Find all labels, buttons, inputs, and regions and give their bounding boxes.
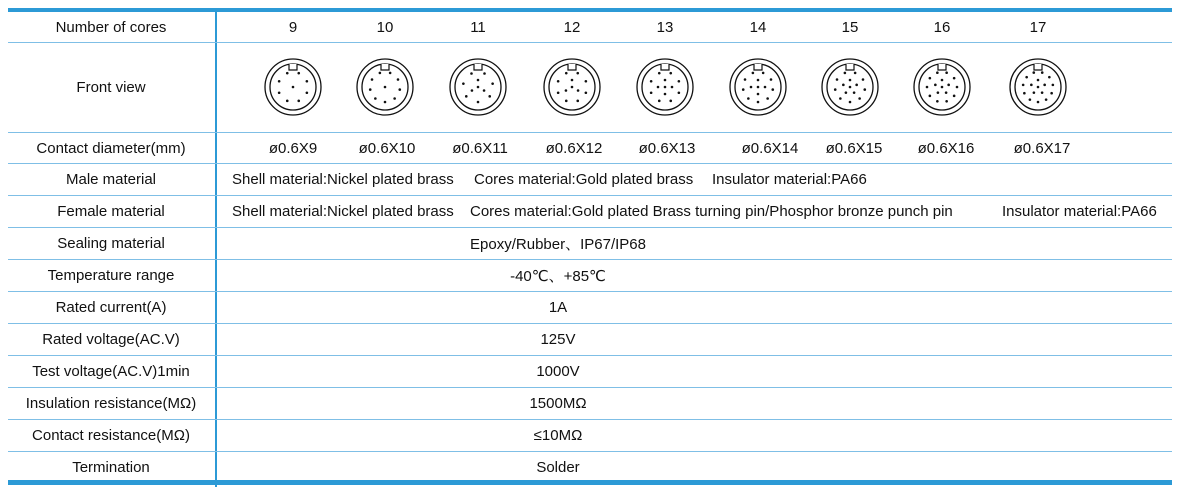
- pin-dot: [671, 86, 674, 89]
- pin-dot: [936, 71, 939, 74]
- pin-dot: [379, 72, 382, 75]
- pin-dot: [953, 95, 956, 98]
- pin-dot: [941, 79, 944, 82]
- pin-dot: [863, 88, 866, 91]
- core-count-11: 11: [470, 18, 486, 36]
- pin-dot: [462, 82, 465, 85]
- termination-value: Solder: [536, 459, 580, 476]
- label-contact-diameter: Contact diameter(mm): [36, 139, 186, 157]
- pin-dot: [491, 82, 494, 85]
- pin-dot: [664, 79, 667, 82]
- pin-dot: [664, 86, 667, 89]
- pin-dot: [945, 71, 948, 74]
- connector-front-icon: [727, 56, 789, 118]
- pin-dot: [771, 88, 774, 91]
- pin-dot: [557, 91, 560, 94]
- row-contact-diameter: [8, 133, 1172, 164]
- pin-dot: [936, 100, 939, 103]
- pin-dot: [576, 72, 579, 75]
- connector-front-icon: [262, 56, 324, 118]
- pin-dot: [393, 97, 396, 100]
- pin-dot: [858, 97, 861, 100]
- pin-dot: [278, 80, 281, 83]
- pin-dot: [945, 100, 948, 103]
- female-shell-material: Shell material:Nickel plated brass: [232, 203, 454, 220]
- row-insulation-resistance: [8, 388, 1172, 420]
- core-count-16: 16: [933, 18, 951, 36]
- pin-dot: [1022, 84, 1025, 87]
- pin-dot: [306, 91, 309, 94]
- bottom-border: [8, 480, 1172, 485]
- pin-dot: [571, 86, 574, 89]
- pin-dot: [477, 79, 480, 82]
- core-count-12: 12: [563, 18, 581, 36]
- pin-dot: [953, 77, 956, 80]
- contact-diameter-17: ø0.6X17: [1013, 139, 1071, 157]
- insulation-resistance-value: 1500MΩ: [529, 395, 587, 412]
- row-female-material: [8, 196, 1172, 228]
- pin-dot: [1045, 98, 1048, 101]
- core-count-10: 10: [376, 18, 394, 36]
- pin-dot: [557, 80, 560, 83]
- core-count-13: 13: [656, 18, 674, 36]
- test-voltage-value: 1000V: [536, 363, 580, 380]
- pin-dot: [384, 86, 387, 89]
- label-front-view: Front view: [76, 79, 146, 96]
- pin-dot: [934, 84, 937, 87]
- pin-dot: [1032, 71, 1035, 74]
- pin-dot: [757, 101, 760, 104]
- pin-dot: [371, 78, 374, 81]
- row-rated-current: [8, 292, 1172, 324]
- label-rated-voltage: Rated voltage(AC.V): [42, 331, 180, 348]
- pin-dot: [1048, 76, 1051, 79]
- connector-front-icon: [447, 56, 509, 118]
- pin-dot: [658, 100, 661, 103]
- pin-dot: [862, 78, 865, 81]
- contact-diameter-9: ø0.6X9: [268, 139, 318, 157]
- pin-dot: [1052, 84, 1055, 87]
- pin-dot: [744, 78, 747, 81]
- pin-dot: [565, 100, 568, 103]
- row-rated-voltage: [8, 324, 1172, 356]
- pin-dot: [678, 80, 681, 83]
- pin-dot: [757, 86, 760, 89]
- label-temperature-range: Temperature range: [47, 267, 175, 284]
- pin-dot: [292, 86, 295, 89]
- pin-dot: [747, 97, 750, 100]
- pin-dot: [750, 86, 753, 89]
- connector-front-icon: [541, 56, 603, 118]
- core-count-15: 15: [841, 18, 859, 36]
- label-male-material: Male material: [65, 171, 157, 188]
- pin-dot: [297, 100, 300, 103]
- pin-dot: [477, 101, 480, 104]
- pin-dot: [669, 100, 672, 103]
- core-count-14: 14: [749, 18, 767, 36]
- pin-dot: [650, 91, 653, 94]
- pin-dot: [770, 78, 773, 81]
- pin-dot: [488, 95, 491, 98]
- rated-current-value: 1A: [548, 299, 568, 316]
- pin-dot: [849, 86, 852, 89]
- pin-dot: [669, 72, 672, 75]
- connector-front-icon: [911, 56, 973, 118]
- pin-dot: [465, 95, 468, 98]
- pin-dot: [937, 91, 940, 94]
- label-termination: Termination: [72, 459, 150, 476]
- row-temperature-range: [8, 260, 1172, 292]
- pin-dot: [839, 97, 842, 100]
- pin-dot: [764, 86, 767, 89]
- contact-diameter-15: ø0.6X15: [825, 139, 883, 157]
- connector-front-icon: [354, 56, 416, 118]
- pin-dot: [650, 80, 653, 83]
- pin-dot: [306, 80, 309, 83]
- pin-dot: [941, 86, 944, 89]
- pin-dot: [1023, 92, 1026, 95]
- pin-dot: [842, 84, 845, 87]
- pin-dot: [658, 72, 661, 75]
- row-number-of-cores: [8, 12, 1172, 43]
- pin-dot: [1043, 84, 1046, 87]
- pin-dot: [657, 86, 660, 89]
- contact-diameter-14: ø0.6X14: [741, 139, 799, 157]
- pin-dot: [945, 91, 948, 94]
- pin-dot: [577, 89, 580, 92]
- pin-dot: [1033, 91, 1036, 94]
- pin-dot: [849, 101, 852, 104]
- temperature-range-value: -40℃、+85℃: [510, 268, 606, 285]
- core-count-9: 9: [288, 18, 298, 36]
- pin-dot: [398, 88, 401, 91]
- contact-diameter-12: ø0.6X12: [545, 139, 603, 157]
- label-insulation-resistance: Insulation resistance(MΩ): [25, 395, 197, 412]
- pin-dot: [947, 84, 950, 87]
- pin-dot: [1029, 98, 1032, 101]
- pin-dot: [757, 79, 760, 82]
- pin-dot: [742, 88, 745, 91]
- pin-dot: [956, 86, 959, 89]
- pin-dot: [297, 72, 300, 75]
- pin-dot: [571, 79, 574, 82]
- pin-dot: [477, 86, 480, 89]
- contact-diameter-11: ø0.6X11: [452, 139, 508, 157]
- pin-dot: [762, 72, 765, 75]
- pin-dot: [845, 91, 848, 94]
- pin-dot: [397, 78, 400, 81]
- pin-dot: [278, 91, 281, 94]
- label-number-of-cores: Number of cores: [55, 18, 167, 36]
- row-termination: [8, 452, 1172, 483]
- contact-diameter-13: ø0.6X13: [638, 139, 696, 157]
- core-count-17: 17: [1029, 18, 1047, 36]
- male-cores-material: Cores material:Gold plated brass: [474, 171, 694, 188]
- pin-dot: [389, 72, 392, 75]
- row-sealing-material: [8, 228, 1172, 260]
- row-contact-resistance: [8, 420, 1172, 452]
- pin-dot: [926, 86, 929, 89]
- pin-dot: [849, 79, 852, 82]
- pin-dot: [844, 72, 847, 75]
- label-sealing-material: Sealing material: [57, 235, 165, 252]
- pin-dot: [664, 93, 667, 96]
- pin-dot: [1037, 79, 1040, 82]
- pin-dot: [565, 72, 568, 75]
- row-test-voltage: [8, 356, 1172, 388]
- pin-dot: [929, 77, 932, 80]
- pin-dot: [1037, 101, 1040, 104]
- pin-dot: [286, 72, 289, 75]
- pin-dot: [855, 84, 858, 87]
- male-insulator-material: Insulator material:PA66: [712, 171, 867, 188]
- pin-dot: [470, 72, 473, 75]
- label-contact-resistance: Contact resistance(MΩ): [32, 427, 190, 444]
- sealing-material-value: Epoxy/Rubber、IP67/IP68: [470, 236, 646, 253]
- label-female-material: Female material: [57, 203, 165, 220]
- pin-dot: [384, 101, 387, 104]
- connector-front-icon: [634, 56, 696, 118]
- pin-dot: [585, 91, 588, 94]
- female-cores-material: Cores material:Gold plated Brass turning pin/Phosphor bronze punch pin: [470, 203, 953, 220]
- pin-dot: [836, 78, 839, 81]
- connector-front-icon: [1007, 56, 1069, 118]
- male-shell-material: Shell material:Nickel plated brass: [232, 171, 454, 188]
- pin-dot: [1025, 76, 1028, 79]
- label-rated-current: Rated current(A): [55, 299, 167, 316]
- pin-dot: [853, 91, 856, 94]
- female-insulator-material: Insulator material:PA66: [1002, 203, 1157, 220]
- pin-dot: [483, 72, 486, 75]
- pin-dot: [752, 72, 755, 75]
- contact-resistance-value: ≤10MΩ: [533, 427, 583, 444]
- pin-dot: [374, 97, 377, 100]
- pin-dot: [678, 91, 681, 94]
- connector-front-icon: [819, 56, 881, 118]
- contact-diameter-10: ø0.6X10: [358, 139, 416, 157]
- rated-voltage-value: 125V: [540, 331, 576, 348]
- pin-dot: [576, 100, 579, 103]
- pin-dot: [585, 80, 588, 83]
- contact-diameter-16: ø0.6X16: [917, 139, 975, 157]
- pin-dot: [854, 72, 857, 75]
- pin-dot: [929, 95, 932, 98]
- label-test-voltage: Test voltage(AC.V)1min: [32, 363, 190, 380]
- pin-dot: [1050, 92, 1053, 95]
- pin-dot: [766, 97, 769, 100]
- pin-dot: [1030, 84, 1033, 87]
- pin-dot: [834, 88, 837, 91]
- pin-dot: [1041, 91, 1044, 94]
- row-front-view: [8, 43, 1172, 133]
- pin-dot: [471, 89, 474, 92]
- pin-dot: [369, 88, 372, 91]
- row-male-material: [8, 164, 1172, 196]
- pin-dot: [565, 89, 568, 92]
- pin-dot: [483, 89, 486, 92]
- pin-dot: [1037, 86, 1040, 89]
- pin-dot: [757, 93, 760, 96]
- pin-dot: [286, 100, 289, 103]
- pin-dot: [1041, 71, 1044, 74]
